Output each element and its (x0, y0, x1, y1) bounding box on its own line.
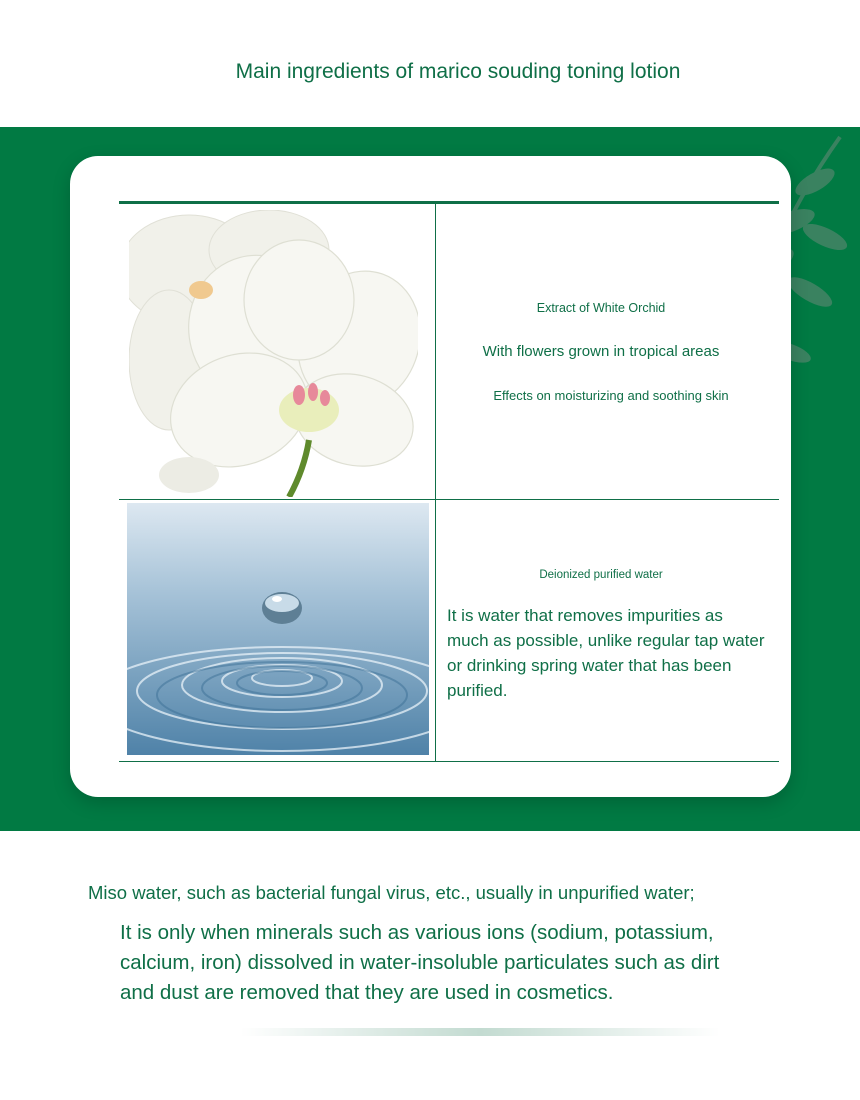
orchid-heading: Extract of White Orchid (536, 301, 666, 315)
faded-decoration-bar (240, 1028, 720, 1036)
page-title: Main ingredients of marico souding toning lotion (235, 60, 681, 83)
table-row-divider (119, 499, 779, 500)
miso-water-line: Miso water, such as bacterial fungal virus, etc., usually in unpurified water; (88, 882, 695, 903)
table-column-divider (435, 201, 436, 762)
table-top-rule (119, 201, 779, 204)
orchid-effect-text: Effects on moisturizing and soothing skin (493, 388, 729, 403)
cosmetics-paragraph: It is only when minerals such as various ions (sodium, potassium, calcium, iron) dissolved in water-insoluble particulates such as dirt and dust are removed that they are used in cosmetics. (120, 921, 720, 1004)
orchid-origin-text: With flowers grown in tropical areas (482, 343, 720, 360)
water-heading: Deionized purified water (539, 569, 663, 581)
table-bottom-rule (119, 761, 779, 762)
ingredients-table (119, 201, 779, 762)
water-droplet-image (127, 503, 429, 755)
water-description: It is water that removes impurities as much as possible, unlike regular tap water or drinking spring water that has been purified. (447, 606, 765, 700)
white-orchid-image (129, 210, 418, 497)
